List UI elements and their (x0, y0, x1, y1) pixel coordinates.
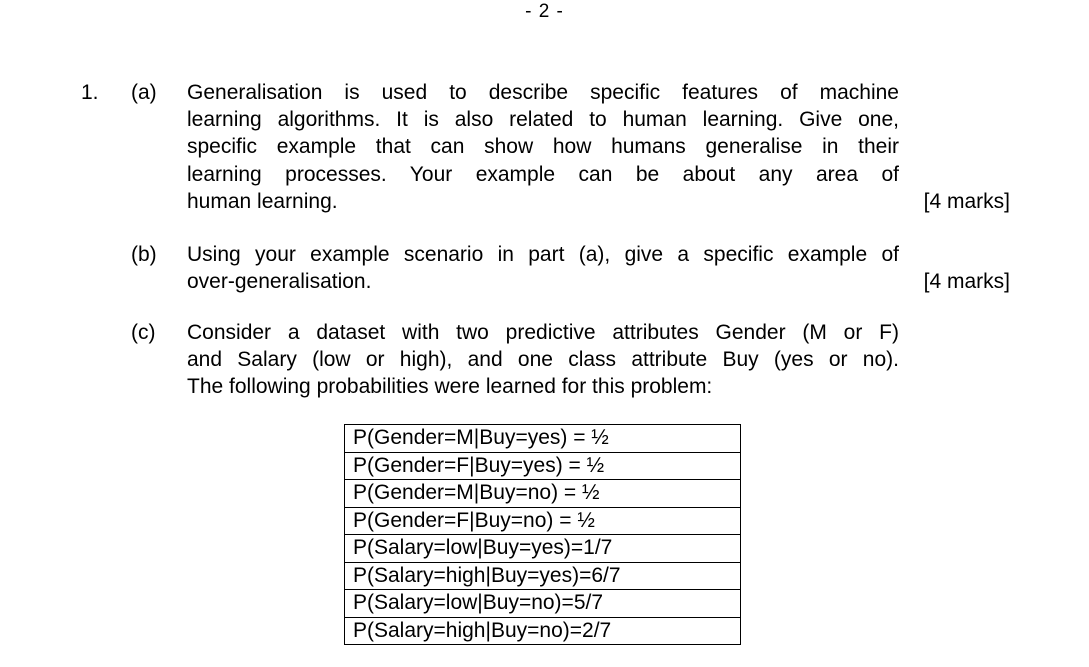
part-c-text (187, 319, 899, 401)
part-a-line: Generalisation is used to describe specific features of machine (187, 81, 899, 104)
part-a-line: human learning. (187, 189, 338, 213)
part-a-text (187, 79, 899, 215)
probability-cell: P(Salary=high|Buy=no)=2/7 (345, 617, 741, 645)
table-row (345, 425, 741, 453)
part-a-line: learning processes. Your example can be about any area of (187, 162, 899, 186)
part-a-label: (a) (131, 81, 157, 104)
part-c-line: and Salary (low or high), and one class attribute Buy (yes or no). (187, 348, 899, 372)
part-c-label: (c) (131, 321, 156, 344)
table-row (345, 535, 741, 563)
table-row (345, 590, 741, 618)
probability-cell: P(Salary=low|Buy=yes)=1/7 (345, 535, 741, 563)
probability-table (344, 424, 741, 645)
table-row (345, 480, 741, 508)
table-row (345, 617, 741, 645)
page-number: - 2 - (525, 1, 564, 22)
probability-cell: P(Salary=low|Buy=no)=5/7 (345, 590, 741, 618)
table-row (345, 507, 741, 535)
part-b-label: (b) (131, 243, 157, 266)
probability-cell: P(Gender=M|Buy=no) = ½ (345, 480, 741, 508)
part-c-line: Consider a dataset with two predictive attributes Gender (M or F) (187, 321, 899, 344)
question-number: 1. (81, 81, 99, 104)
part-a-line: learning algorithms. It is also related to human learning. Give one, (187, 108, 899, 132)
part-a-marks: [4 marks] (923, 190, 1010, 213)
probability-cell: P(Gender=F|Buy=no) = ½ (345, 507, 741, 535)
part-a-line: specific example that can show how humans generalise in their (187, 135, 899, 159)
part-b-line: over-generalisation. (187, 270, 372, 294)
part-b-line: Using your example scenario in part (a), give a specific example of (187, 243, 899, 266)
table-row (345, 562, 741, 590)
part-b-text (187, 241, 899, 295)
probability-cell: P(Salary=high|Buy=yes)=6/7 (345, 562, 741, 590)
part-b-marks: [4 marks] (923, 270, 1010, 293)
probability-cell: P(Gender=F|Buy=yes) = ½ (345, 452, 741, 480)
probability-cell: P(Gender=M|Buy=yes) = ½ (345, 425, 741, 453)
part-c-line: The following probabilities were learned for this problem: (187, 375, 713, 399)
table-row (345, 452, 741, 480)
